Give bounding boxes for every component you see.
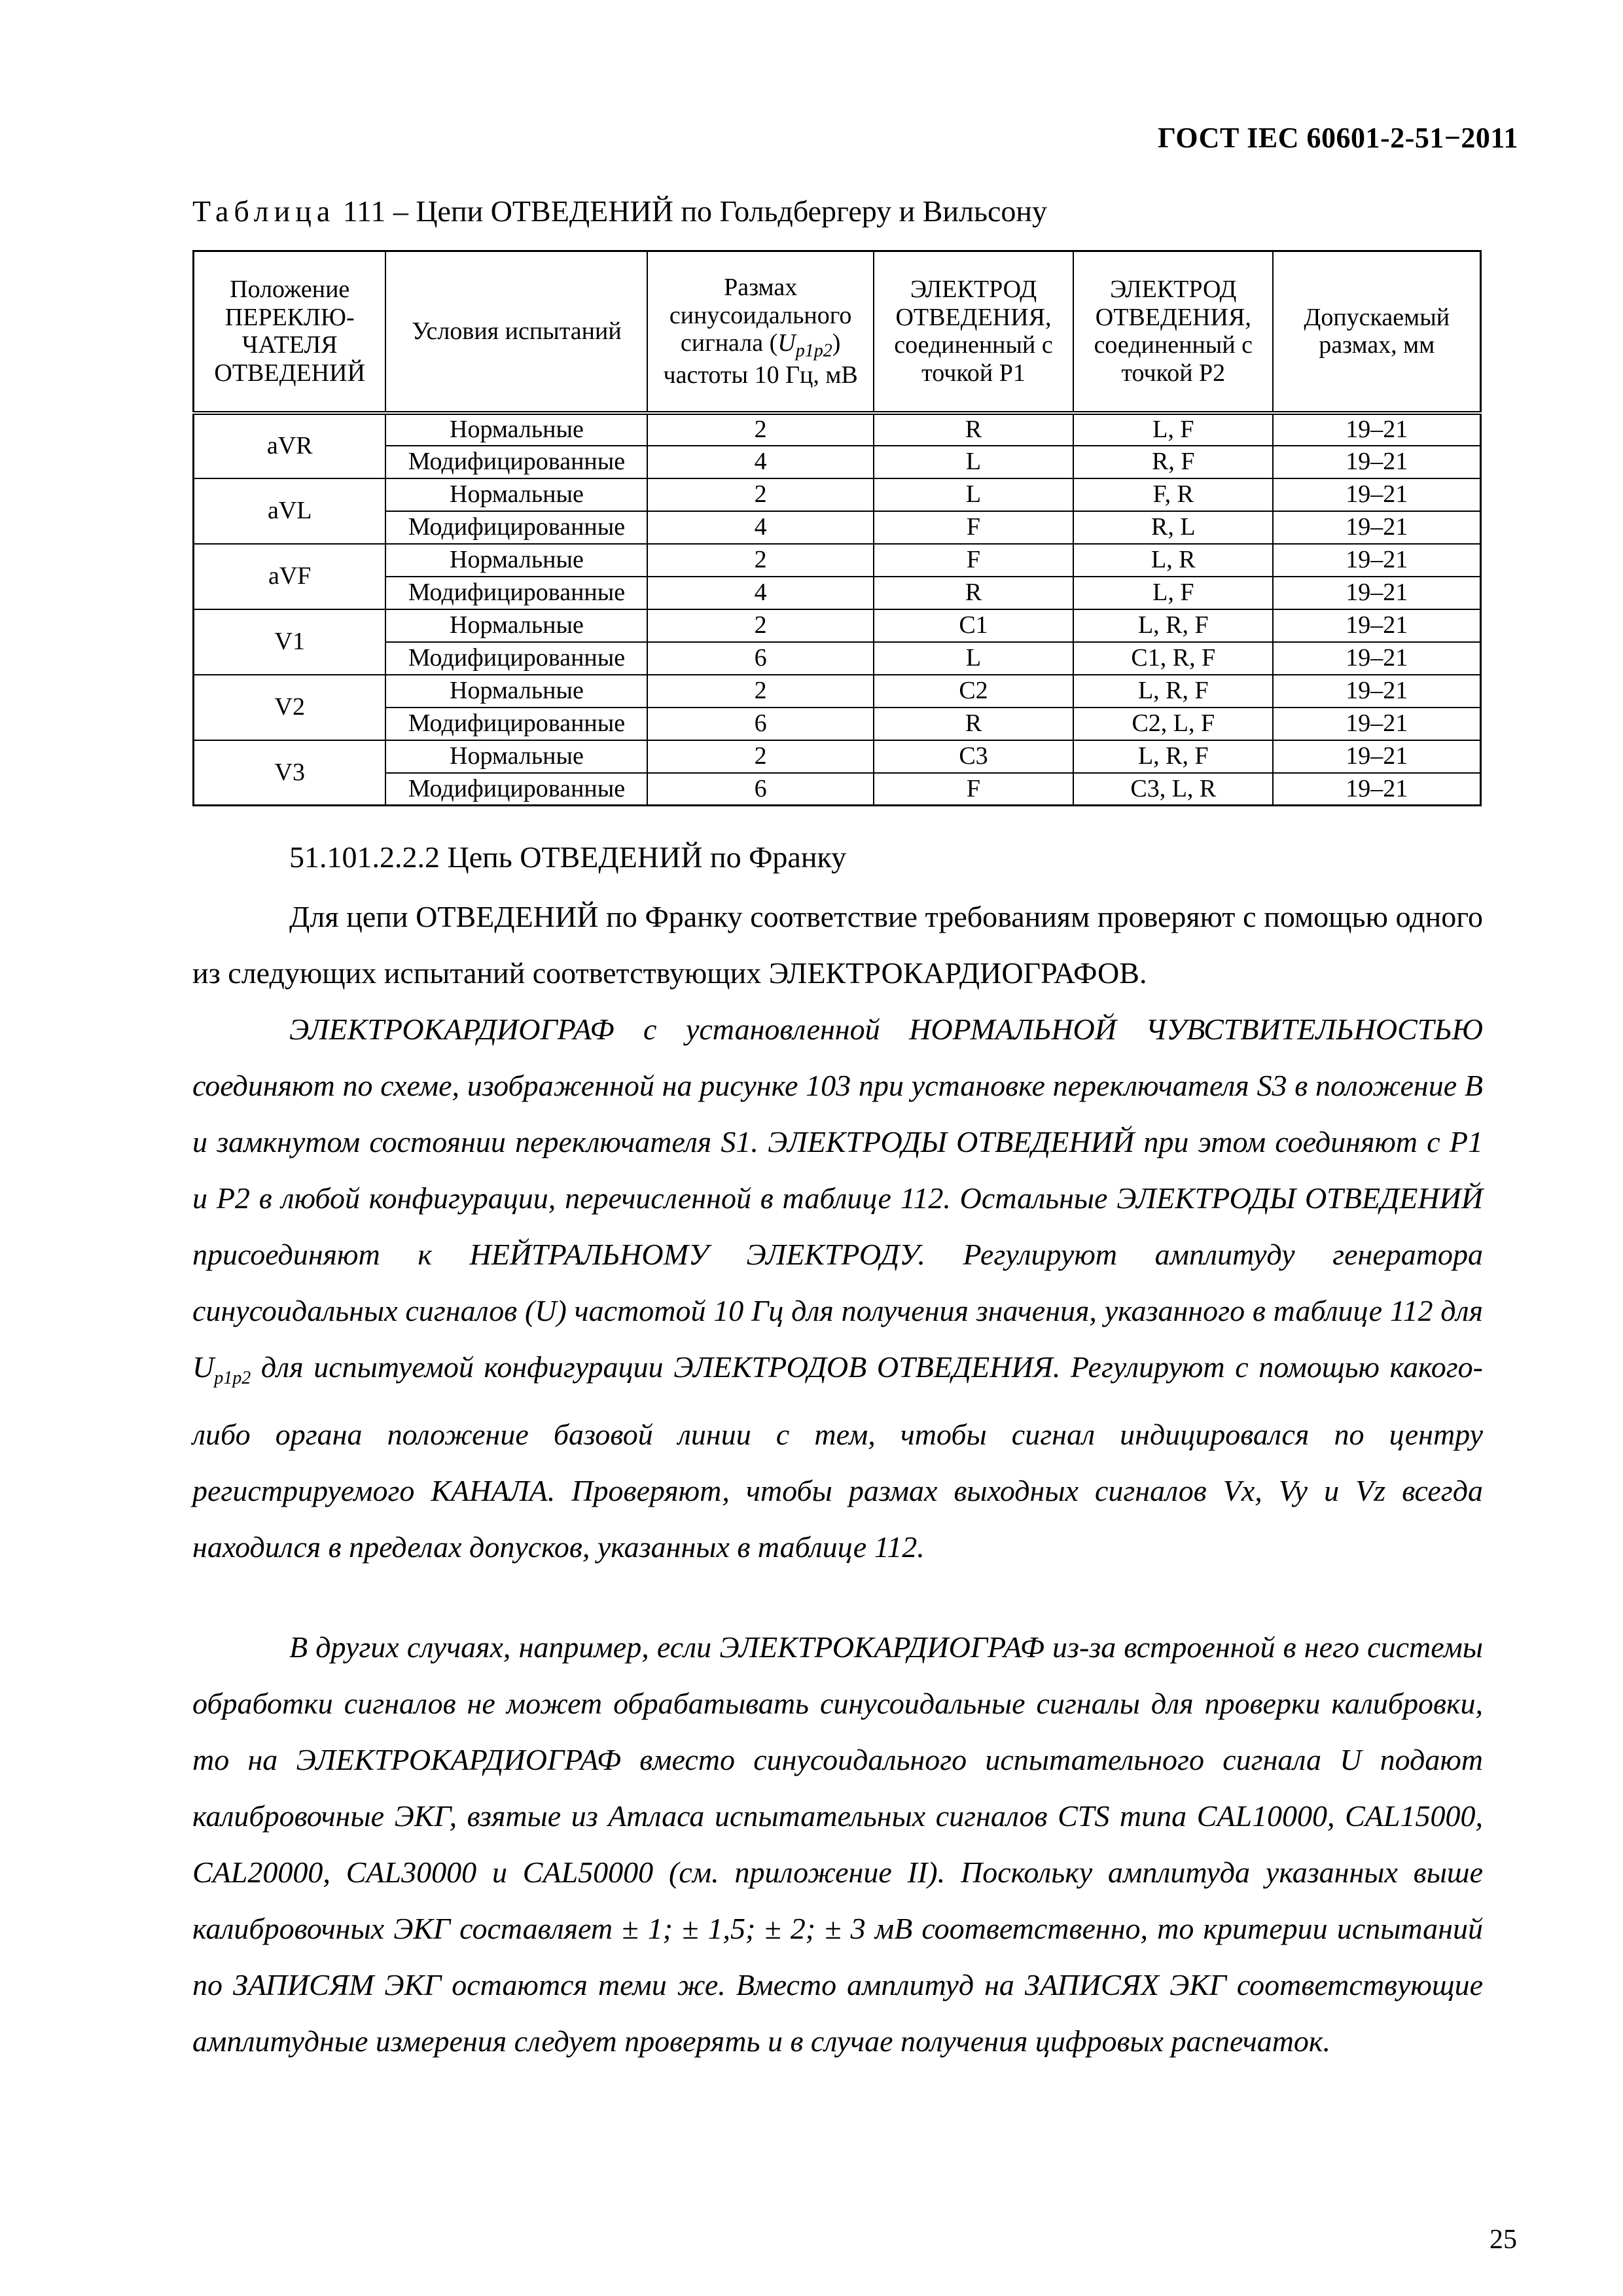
section-title: 51.101.2.2.2 Цепь ОТВЕДЕНИЙ по Франку: [289, 840, 847, 874]
electrode-p2-cell: F, R: [1073, 478, 1273, 511]
tolerance-cell: 19–21: [1273, 708, 1480, 740]
table-caption: [192, 194, 1047, 228]
paragraph-frank-intro: Для цепи ОТВЕДЕНИЙ по Франку соответствие требованиям проверяют с помощью одного из следующих испытаний соответствующих ЭЛЕКТРОКАРДИОГРАФОВ.: [192, 900, 1483, 990]
table-row: [194, 446, 1481, 478]
conditions-cell: Нормальные: [385, 675, 647, 708]
leads-table: [192, 250, 1482, 806]
tolerance-cell: 19–21: [1273, 642, 1480, 675]
conditions-cell: Модифицированные: [385, 511, 647, 544]
electrode-p2-cell: L, R, F: [1073, 740, 1273, 773]
table-row: [194, 544, 1481, 577]
tolerance-cell: 19–21: [1273, 413, 1480, 446]
electrode-p2-cell: C2, L, F: [1073, 708, 1273, 740]
tolerance-cell: 19–21: [1273, 609, 1480, 642]
paragraph-alternative-test: В других случаях, например, если ЭЛЕКТРОКАРДИОГРАФ из-за встроенной в него системы обработки сигналов не может обрабатывать синусоидальные сигналы для проверки калибровки, то на ЭЛЕКТРОКАРДИОГРАФ вместо синусоидального испытательного сигнала U подают калибровочные ЭКГ, взятые из Атласа испытательных сигналов CTS типа CAL10000, CAL15000, CAL20000, CAL30000 и CAL50000 (см. приложение II). Поскольку амплитуда указанных выше калибровочных ЭКГ составляет ± 1; ± 1,5; ± 2; ± 3 мВ соответственно, то критерии испытаний по ЗАПИСЯМ ЭКГ остаются теми же. Вместо амплитуд на ЗАПИСЯХ ЭКГ соответствующие амплитудные измерения следует проверять и в случае получения цифровых распечаток.: [192, 1630, 1483, 2058]
header-amplitude-text: Размах синусоидального сигнала (: [669, 273, 852, 357]
electrode-p1-cell: C1: [874, 609, 1073, 642]
table-row: [194, 773, 1481, 806]
header-amplitude-var: U: [777, 329, 796, 357]
electrode-p1-cell: R: [874, 708, 1073, 740]
lead-position-cell: aVR: [194, 413, 386, 478]
table-row: [194, 478, 1481, 511]
electrode-p1-cell: C3: [874, 740, 1073, 773]
electrode-p2-cell: C3, L, R: [1073, 773, 1273, 806]
paragraph-var-u: U: [192, 1350, 215, 1384]
amplitude-cell: 4: [647, 577, 873, 609]
conditions-cell: Нормальные: [385, 478, 647, 511]
amplitude-cell: 4: [647, 511, 873, 544]
amplitude-cell: 2: [647, 675, 873, 708]
electrode-p1-cell: L: [874, 478, 1073, 511]
table-row: [194, 609, 1481, 642]
tolerance-cell: 19–21: [1273, 511, 1480, 544]
header-electrode-p2: ЭЛЕКТРОД ОТВЕДЕНИЯ, соединенный с точкой Р2: [1073, 251, 1273, 413]
header-tolerance: Допускаемый размах, мм: [1273, 251, 1480, 413]
electrode-p1-cell: F: [874, 773, 1073, 806]
electrode-p1-cell: F: [874, 544, 1073, 577]
table-header-row: [194, 251, 1481, 413]
tolerance-cell: 19–21: [1273, 544, 1480, 577]
electrode-p2-cell: L, R, F: [1073, 609, 1273, 642]
header-position: Положение ПЕРЕКЛЮ-ЧАТЕЛЯ ОТВЕДЕНИЙ: [194, 251, 386, 413]
electrode-p2-cell: L, F: [1073, 413, 1273, 446]
document-header: ГОСТ IEC 60601-2-51−2011: [1158, 122, 1518, 154]
amplitude-cell: 2: [647, 609, 873, 642]
header-amplitude: [647, 251, 873, 413]
conditions-cell: Нормальные: [385, 544, 647, 577]
conditions-cell: Нормальные: [385, 609, 647, 642]
table-body: [194, 413, 1481, 806]
amplitude-cell: 2: [647, 478, 873, 511]
electrode-p2-cell: C1, R, F: [1073, 642, 1273, 675]
page-number: 25: [1489, 2225, 1517, 2255]
header-conditions: Условия испытаний: [385, 251, 647, 413]
header-amplitude-sub: p1p2: [795, 340, 832, 361]
electrode-p2-cell: R, F: [1073, 446, 1273, 478]
electrode-p2-cell: L, R: [1073, 544, 1273, 577]
tolerance-cell: 19–21: [1273, 446, 1480, 478]
electrode-p1-cell: C2: [874, 675, 1073, 708]
lead-position-cell: V1: [194, 609, 386, 675]
lead-position-cell: aVL: [194, 478, 386, 544]
amplitude-cell: 6: [647, 773, 873, 806]
table-caption-title: 111 – Цепи ОТВЕДЕНИЙ по Гольдбергеру и Вильсону: [335, 194, 1048, 228]
conditions-cell: Модифицированные: [385, 577, 647, 609]
electrode-p1-cell: R: [874, 413, 1073, 446]
electrode-p1-cell: F: [874, 511, 1073, 544]
conditions-cell: Модифицированные: [385, 446, 647, 478]
conditions-cell: Модифицированные: [385, 642, 647, 675]
electrode-p1-cell: L: [874, 642, 1073, 675]
conditions-cell: Модифицированные: [385, 708, 647, 740]
amplitude-cell: 6: [647, 642, 873, 675]
table-row: [194, 675, 1481, 708]
table-row: [194, 642, 1481, 675]
amplitude-cell: 2: [647, 740, 873, 773]
electrode-p1-cell: R: [874, 577, 1073, 609]
conditions-cell: Нормальные: [385, 413, 647, 446]
lead-position-cell: V3: [194, 740, 386, 806]
electrode-p1-cell: L: [874, 446, 1073, 478]
header-amplitude-unit: ) частоты 10 Гц, мВ: [663, 329, 858, 389]
tolerance-cell: 19–21: [1273, 773, 1480, 806]
tolerance-cell: 19–21: [1273, 577, 1480, 609]
table-row: [194, 708, 1481, 740]
paragraph-test-procedure-part2: для испытуемой конфигурации ЭЛЕКТРОДОВ ОТВЕДЕНИЯ. Регулируют с помощью какого-либо органа положение базовой линии с тем, чтобы сигнал индицировался по центру регистрируемого КАНАЛА. Проверяют, чтобы размах выходных сигналов Vx, Vy и Vz всегда находился в пределах допусков, указанных в таблице 112.: [192, 1350, 1483, 1564]
tolerance-cell: 19–21: [1273, 740, 1480, 773]
lead-position-cell: V2: [194, 675, 386, 740]
header-electrode-p1: ЭЛЕКТРОД ОТВЕДЕНИЯ, соединенный с точкой Р1: [874, 251, 1073, 413]
amplitude-cell: 2: [647, 413, 873, 446]
amplitude-cell: 6: [647, 708, 873, 740]
tolerance-cell: 19–21: [1273, 675, 1480, 708]
paragraph-var-sub: p1p2: [214, 1368, 251, 1389]
paragraph-test-procedure: [192, 1001, 1483, 1575]
conditions-cell: Нормальные: [385, 740, 647, 773]
electrode-p2-cell: L, R, F: [1073, 675, 1273, 708]
amplitude-cell: 2: [647, 544, 873, 577]
paragraph-test-procedure-part1: ЭЛЕКТРОКАРДИОГРАФ с установленной НОРМАЛЬНОЙ ЧУВСТВИТЕЛЬНОСТЬЮ соединяют по схеме, изображенной на рисунке 103 при установке переключателя S3 в положение B и замкнутом состоянии переключателя S1. ЭЛЕКТРОДЫ ОТВЕДЕНИЙ при этом соединяют с P1 и P2 в любой конфигурации, перечисленной в таблице 112. Остальные ЭЛЕКТРОДЫ ОТВЕДЕНИЙ присоединяют к НЕЙТРАЛЬНОМУ ЭЛЕКТРОДУ. Регулируют амплитуду генератора синусоидальных сигналов (U) частотой 10 Гц для получения значения, указанного в таблице 112 для: [192, 1013, 1483, 1327]
table-row: [194, 413, 1481, 446]
electrode-p2-cell: L, F: [1073, 577, 1273, 609]
table-row: [194, 577, 1481, 609]
table-row: [194, 740, 1481, 773]
lead-position-cell: aVF: [194, 544, 386, 609]
table-caption-prefix: Таблица: [192, 194, 336, 228]
conditions-cell: Модифицированные: [385, 773, 647, 806]
tolerance-cell: 19–21: [1273, 478, 1480, 511]
electrode-p2-cell: R, L: [1073, 511, 1273, 544]
amplitude-cell: 4: [647, 446, 873, 478]
table-row: [194, 511, 1481, 544]
